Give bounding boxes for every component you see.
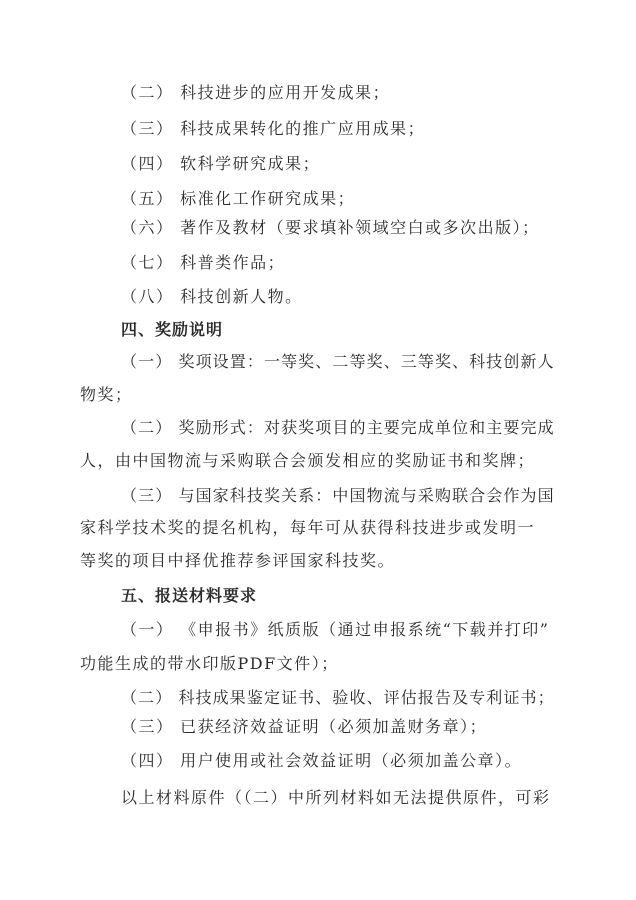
rewards-para-1-line-2: 物奖； — [80, 385, 133, 404]
section-heading-rewards: 四、奖励说明 — [121, 320, 224, 339]
materials-para-1-line-2: 功能生成的带水印版PDF文件）； — [80, 654, 339, 673]
list-item-5: （五） 标准化工作研究成果； — [121, 189, 356, 208]
materials-para-2: （二） 科技成果鉴定证书、验收、评估报告及专利证书； — [121, 688, 555, 707]
rewards-para-2-line-1: （二） 奖励形式：对获奖项目的主要完成单位和主要完成 — [121, 418, 555, 437]
materials-para-3: （三） 已获经济效益证明（必须加盖财务章）； — [121, 717, 488, 736]
rewards-para-2-line-2: 人，由中国物流与采购联合会颁发相应的奖励证书和奖牌； — [80, 451, 536, 470]
list-item-3: （三） 科技成果转化的推广应用成果； — [121, 119, 426, 138]
section-heading-materials: 五、报送材料要求 — [121, 586, 258, 605]
list-item-8: （八） 科技创新人物。 — [121, 287, 303, 306]
materials-para-5-line-1: 以上材料原件（（二）中所列材料如无法提供原件，可彩 — [121, 788, 551, 807]
materials-para-1-line-1: （一） 《申报书》纸质版（通过申报系统“下载并打印” — [121, 620, 550, 639]
rewards-para-3-line-3: 等奖的项目中择优推荐参评国家科技奖。 — [80, 551, 396, 570]
rewards-para-3-line-2: 家科学技术奖的提名机构，每年可从获得科技进步或发明一 — [80, 518, 536, 537]
rewards-para-1-line-1: （一） 奖项设置：一等奖、二等奖、三等奖、科技创新人 — [121, 352, 555, 371]
list-item-6: （六） 著作及教材（要求填补领域空白或多次出版）； — [121, 218, 540, 237]
rewards-para-3-line-1: （三） 与国家科技奖关系：中国物流与采购联合会作为国 — [121, 486, 555, 505]
list-item-2: （二） 科技进步的应用开发成果； — [121, 83, 391, 102]
list-item-7: （七） 科普类作品； — [121, 253, 286, 272]
materials-para-4: （四） 用户使用或社会效益证明（必须加盖公章）。 — [121, 751, 523, 770]
list-item-4: （四） 软科学研究成果； — [121, 154, 321, 173]
